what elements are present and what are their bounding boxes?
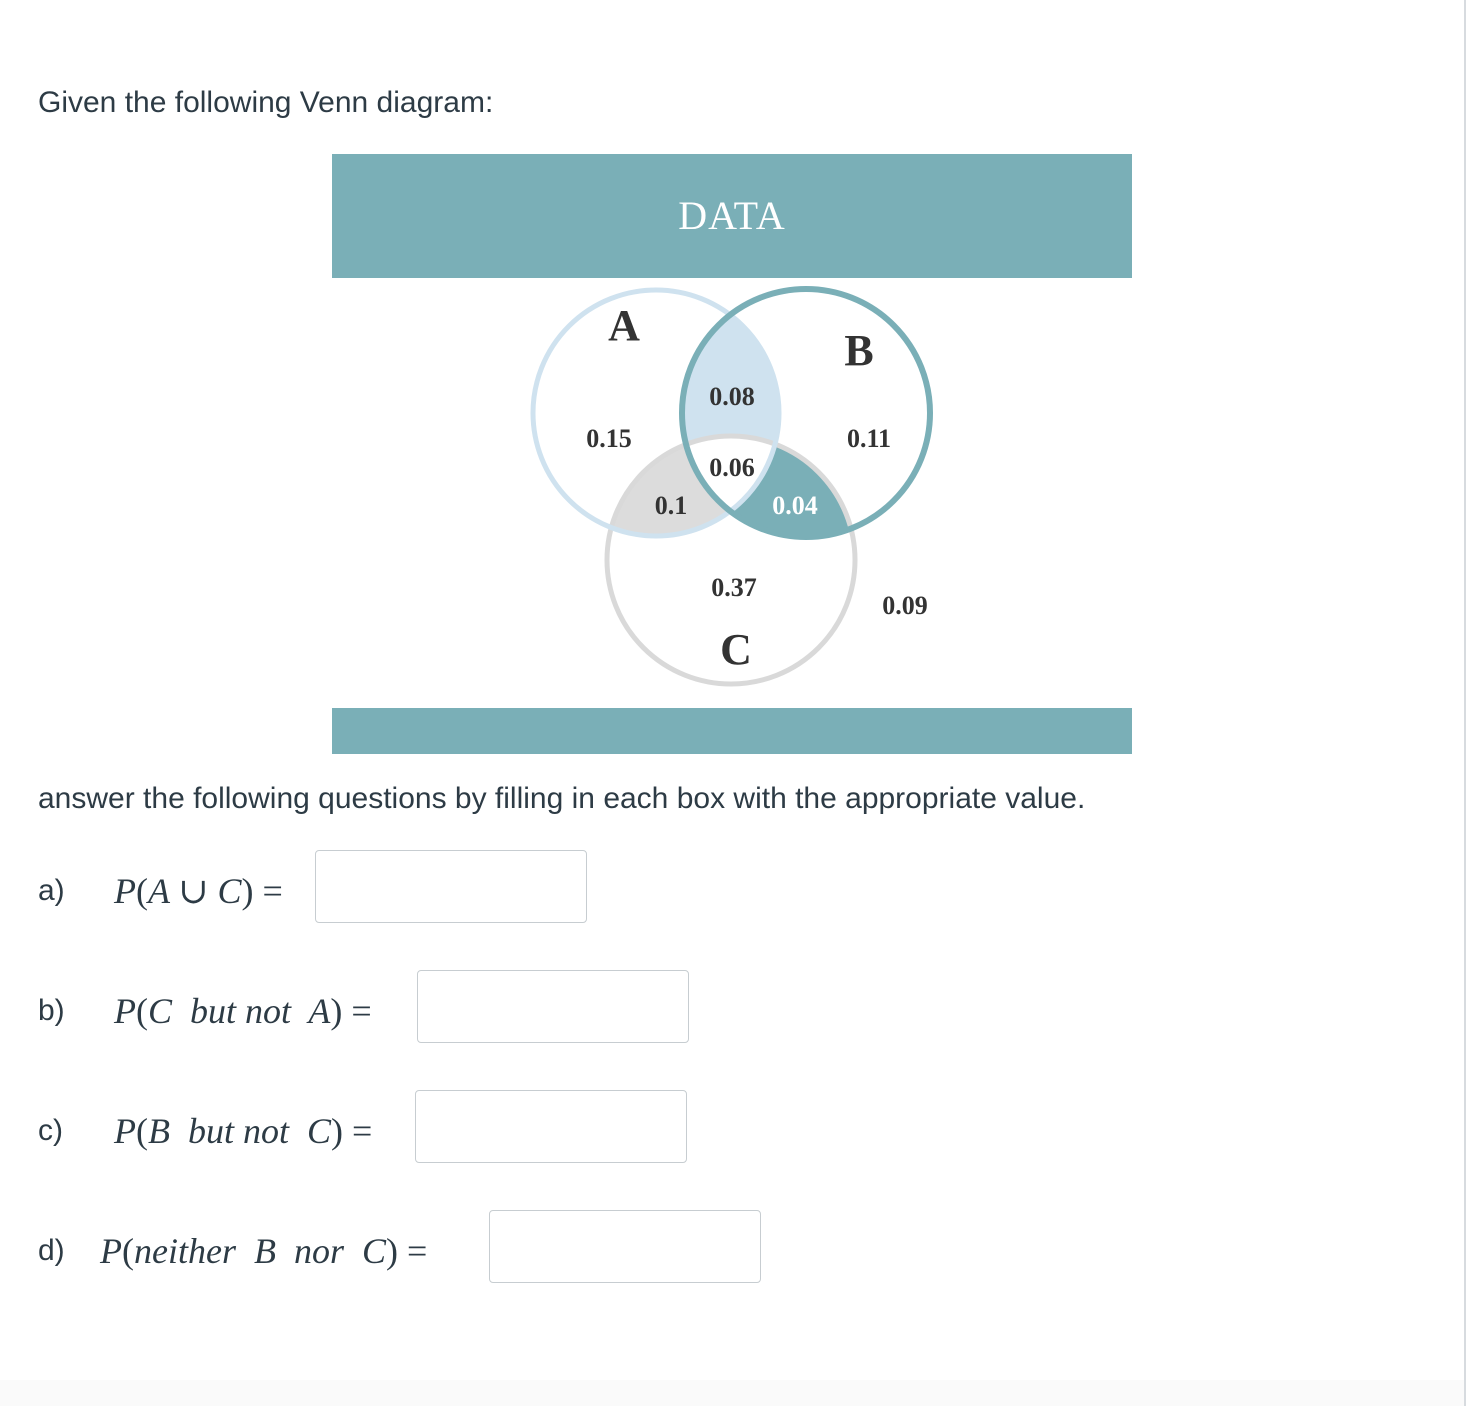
question-letter: b) bbox=[38, 994, 65, 1027]
value-a-b-c: 0.06 bbox=[709, 453, 755, 482]
set-label-b: B bbox=[844, 326, 874, 375]
question-expression: P(neither B nor C) = bbox=[100, 1231, 428, 1271]
set-label-a: A bbox=[608, 301, 640, 350]
question-letter: c) bbox=[38, 1114, 63, 1147]
venn-figure bbox=[332, 154, 1132, 754]
value-a-b: 0.08 bbox=[709, 382, 755, 411]
answer-input-c[interactable] bbox=[415, 1090, 687, 1163]
right-divider bbox=[1464, 0, 1466, 1406]
instructions-text: answer the following questions by filling in each box with the appropriate value. bbox=[38, 782, 1086, 815]
question-expression: P(A ∪ C) = bbox=[114, 871, 283, 911]
value-a-c: 0.1 bbox=[654, 491, 688, 520]
bottom-band bbox=[0, 1380, 1464, 1406]
value-c-only: 0.37 bbox=[711, 573, 757, 602]
question-expression: P(B but not C) = bbox=[114, 1111, 373, 1151]
value-b-c: 0.04 bbox=[772, 491, 818, 520]
question-a bbox=[0, 850, 900, 930]
question-d bbox=[0, 1210, 900, 1290]
banner-title: DATA bbox=[678, 193, 786, 238]
question-c bbox=[0, 1090, 900, 1170]
venn-diagram bbox=[332, 154, 1132, 754]
value-outside: 0.09 bbox=[882, 591, 928, 620]
question-b bbox=[0, 970, 900, 1050]
question-letter: d) bbox=[38, 1234, 65, 1267]
intro-text: Given the following Venn diagram: bbox=[38, 86, 494, 119]
answer-input-d[interactable] bbox=[489, 1210, 761, 1283]
question-expression: P(C but not A) = bbox=[114, 991, 372, 1031]
answer-input-b[interactable] bbox=[417, 970, 689, 1043]
question-letter: a) bbox=[38, 874, 65, 907]
value-b-only: 0.11 bbox=[846, 424, 892, 453]
value-a-only: 0.15 bbox=[586, 424, 632, 453]
set-label-c: C bbox=[720, 625, 752, 674]
answer-input-a[interactable] bbox=[315, 850, 587, 923]
